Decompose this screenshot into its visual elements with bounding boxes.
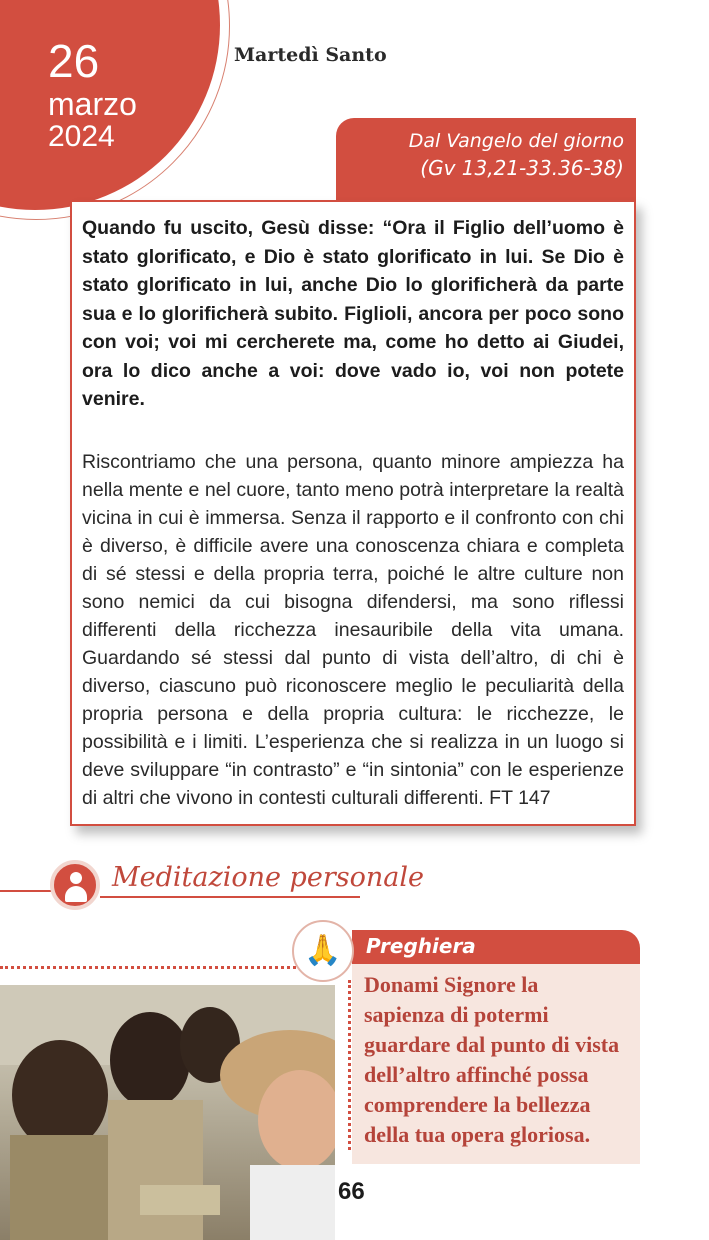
- person-icon: [50, 860, 100, 910]
- gospel-text: Quando fu uscito, Gesù disse: “Ora il Figlio dell’uomo è stato glorificato, e Dio è stato glorificato in lui. Se Dio è stato glorificato in lui, anche Dio lo glorificherà da parte sua e lo glorificherà subito. Figlioli, ancora per poco sono con voi; voi mi cercherete ma, come ho detto ai Giudei, ora lo dico anche a voi: dove vado io, voi non potete venire.: [82, 217, 624, 410]
- page-number: 66: [338, 1178, 365, 1205]
- date-day: 26: [48, 35, 100, 87]
- reading-box: [70, 200, 636, 826]
- day-title: Martedì Santo: [234, 44, 387, 66]
- dotted-vertical-divider: [348, 980, 351, 1150]
- prayer-text: [364, 970, 634, 1150]
- children-photo: [0, 985, 335, 1240]
- dotted-divider: [0, 966, 296, 969]
- praying-hands-icon: 🙏: [292, 920, 354, 982]
- gospel-reference-citation: (Gv 13,21-33.36-38): [420, 156, 624, 180]
- gospel-reference-label: Dal Vangelo del giorno: [408, 130, 624, 152]
- meditation-underline: [100, 896, 360, 898]
- comment-text: Riscontriamo che una persona, quanto minore ampiezza ha nella mente e nel cuore, tanto meno potrà interpretare la realtà vicina in cui è immersa. Senza il rapporto e il confronto con chi è diverso, è difficile avere una conoscenza chiara e completa di sé stessi e della propria terra, poiché le altre culture non sono nemici da cui bisogna difendersi, ma sono riflessi differenti della ricchezza inesauribile della vita umana. Guardando sé stessi dal punto di vista dell’altro, di chi è diverso, ciascuno può riconoscere meglio le peculiarità della propria persona e della propria cultura: le ricchezze, le possibilità e i limiti. L’esperienza che si realizza in un luogo si deve sviluppare “in contrasto” e “in sintonia” con le esperienze di altri che vivono in contesti culturali differenti. FT 147: [82, 450, 624, 809]
- prayer-line: comprendere la bellezza: [364, 1092, 591, 1117]
- meditation-label: Meditazione personale: [112, 862, 424, 893]
- date-year: 2024: [48, 120, 115, 153]
- date-month: marzo: [48, 86, 137, 122]
- prayer-line: sapienza di potermi: [364, 1002, 549, 1027]
- prayer-title: Preghiera: [352, 930, 640, 964]
- prayer-line: Donami Signore la: [364, 972, 539, 997]
- gospel-reference-tab: [336, 118, 636, 200]
- prayer-line: della tua opera gloriosa.: [364, 1122, 591, 1147]
- prayer-line: guardare dal punto di vista: [364, 1032, 620, 1057]
- prayer-line: dell’altro affinché possa: [364, 1062, 589, 1087]
